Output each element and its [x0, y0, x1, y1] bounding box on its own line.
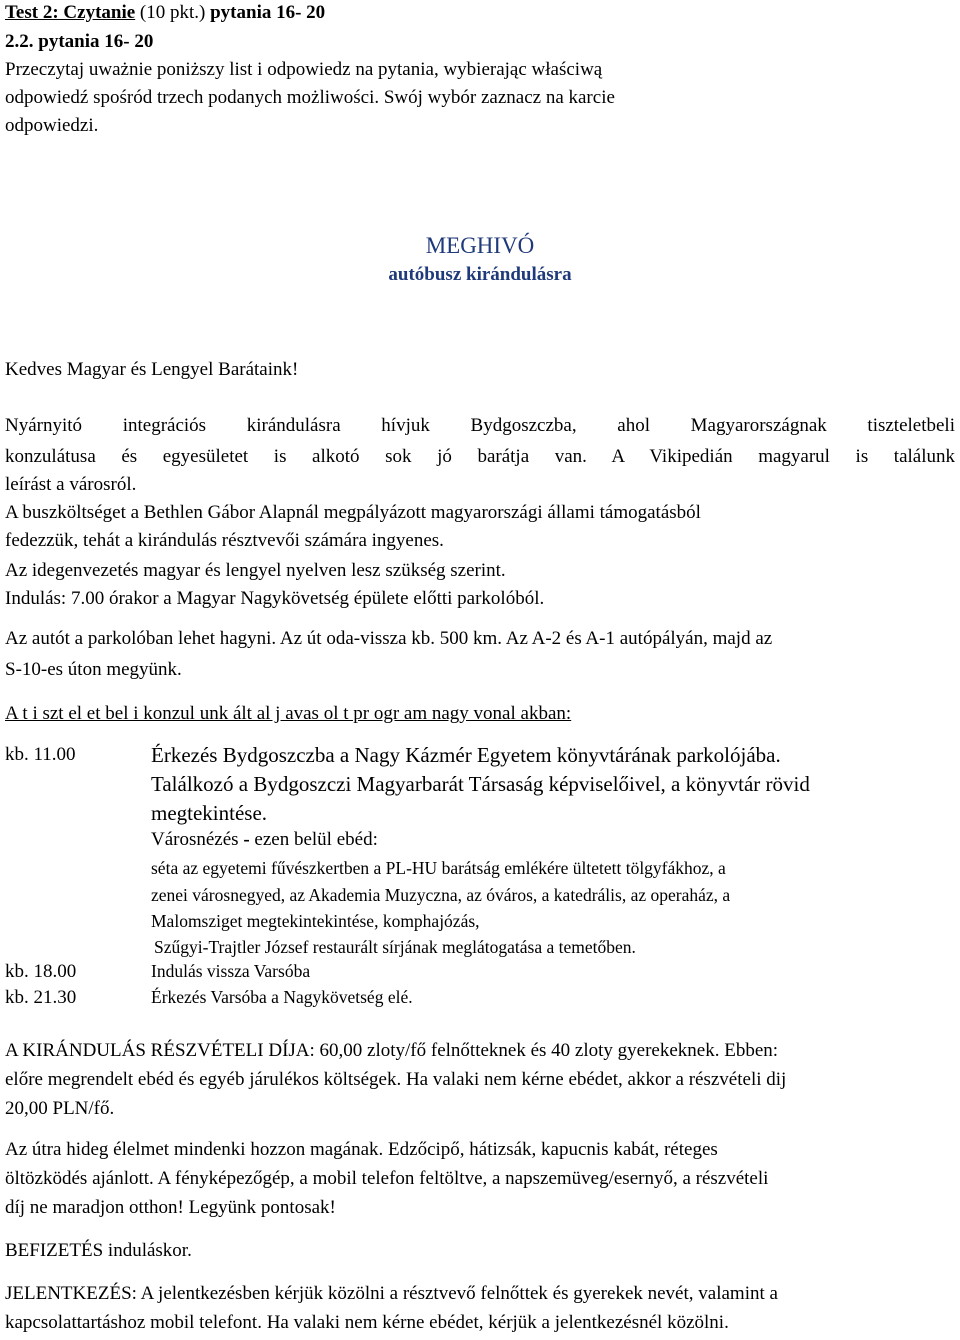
instruction-line-2: odpowiedź spośród trzech podanych możliwości. Swój wybór zaznacz na karcie — [5, 87, 615, 108]
schedule-time-3: kb. 21.30 — [5, 987, 77, 1008]
paragraph-2-line-2: fedezzük, tehát a kirándulás résztvevői számára ingyenes. — [5, 530, 444, 551]
sightseeing-dash: - — [243, 829, 255, 850]
schedule-item-1-line-2: Találkozó a Bydgoszczi Magyarbarát Társaság képviselőivel, a könyvtár rövid — [151, 772, 810, 796]
payment-note: BEFIZETÉS induláskor. — [5, 1240, 192, 1261]
instruction-line-3: odpowiedzi. — [5, 115, 99, 136]
paragraph-5-line-1: Az autót a parkolóban lehet hagyni. Az út oda-vissza kb. 500 km. Az A-2 és A-1 autópályán, majd az — [5, 628, 773, 649]
schedule-item-3: Érkezés Varsóba a Nagykövetség elé. — [151, 987, 413, 1007]
schedule-heading: A t i szt el et bel i konzul unk ált al j avas ol t pr ogr am nagy vonal akban: — [5, 703, 572, 724]
schedule-item-1-line-8: Szűgyi-Trajtler József restaurált sírjának meglátogatása a temetőben. — [154, 937, 636, 957]
invitation-subtitle: autóbusz kirándulásra — [388, 264, 572, 285]
paragraph-5-line-2: S-10-es úton megyünk. — [5, 659, 182, 680]
paragraph-1-line-2: konzulátusa és egyesületet is alkotó sok jó barátja van. A Vikipedián magyarul is találunk — [5, 446, 955, 467]
schedule-time-1: kb. 11.00 — [5, 744, 76, 765]
instruction-line-1: Przeczytaj uważnie poniższy list i odpowiedz na pytania, wybierając właściwą — [5, 59, 603, 80]
test-questions: pytania 16- 20 — [210, 2, 326, 23]
test-header — [5, 2, 325, 24]
fee-line-3: 20,00 PLN/fő. — [5, 1098, 115, 1119]
registration-line-2: kapcsolattartáshoz mobil telefont. Ha valaki nem kérne ebédet, kérjük a jelentkezésnél közölni. — [5, 1312, 729, 1333]
test-label: Test 2: Czytanie — [5, 2, 136, 23]
sightseeing-lunch: ezen belül ebéd: — [254, 829, 378, 850]
schedule-item-2: Indulás vissza Varsóba — [151, 961, 311, 981]
paragraph-3: Az idegenvezetés magyar és lengyel nyelven lesz szükség szerint. — [5, 560, 506, 581]
paragraph-1-line-1: Nyárnyitó integrációs kirándulásra hívjuk Bydgoszczba, ahol Magyarországnak tiszteletbeli — [5, 415, 955, 436]
fee-line-1: A KIRÁNDULÁS RÉSZVÉTELI DÍJA: 60,00 zloty/fő felnőtteknek és 40 zloty gyerekeknek. Ebben: — [5, 1040, 779, 1061]
greeting: Kedves Magyar és Lengyel Barátaink! — [5, 359, 299, 380]
schedule-item-1-line-4 — [151, 829, 378, 851]
paragraph-1-line-3: leírást a városról. — [5, 474, 137, 495]
paragraph-2-line-1: A buszköltséget a Bethlen Gábor Alapnál megpályázott magyarországi állami támogatásból — [5, 502, 701, 523]
schedule-item-1-line-6: zenei városnegyed, az Akademia Muzyczna, az óváros, a katedrális, az operaház, a — [151, 885, 731, 905]
test-points: (10 pkt.) — [135, 2, 211, 23]
packing-line-3: díj ne maradjon otthon! Legyünk pontosak! — [5, 1197, 336, 1218]
fee-line-2: előre megrendelt ebéd és egyéb járulékos költségek. Ha valaki nem kérne ebédet, akkor a részvételi dij — [5, 1069, 787, 1090]
schedule-item-1-line-3: megtekintése. — [151, 801, 268, 825]
sightseeing-label: Városnézés — [151, 829, 244, 850]
schedule-time-2: kb. 18.00 — [5, 961, 77, 982]
section-subheading: 2.2. pytania 16- 20 — [5, 31, 154, 52]
packing-line-2: öltözködés ajánlott. A fényképezőgép, a mobil telefon feltöltve, a napszemüveg/esernyő, a részvételi — [5, 1168, 769, 1189]
packing-line-1: Az útra hideg élelmet mindenki hozzon magának. Edzőcipő, hátizsák, kapucnis kabát, réteges — [5, 1139, 718, 1160]
paragraph-4: Indulás: 7.00 órakor a Magyar Nagykövetség épülete előtti parkolóból. — [5, 588, 545, 609]
schedule-item-1-line-5: séta az egyetemi fűvészkertben a PL-HU barátság emlékére ültetett tölgyfákhoz, a — [151, 858, 726, 878]
schedule-item-1-line-7: Malomsziget megtekintekintése, komphajózás, — [151, 911, 480, 931]
registration-line-1: JELENTKEZÉS: A jelentkezésben kérjük közölni a résztvevő felnőttek és gyerekek nevét, valamint a — [5, 1283, 778, 1304]
schedule-item-1-line-1: Érkezés Bydgoszczba a Nagy Kázmér Egyetem könyvtárának parkolójába. — [151, 743, 781, 767]
invitation-title: MEGHIVÓ — [425, 233, 535, 258]
